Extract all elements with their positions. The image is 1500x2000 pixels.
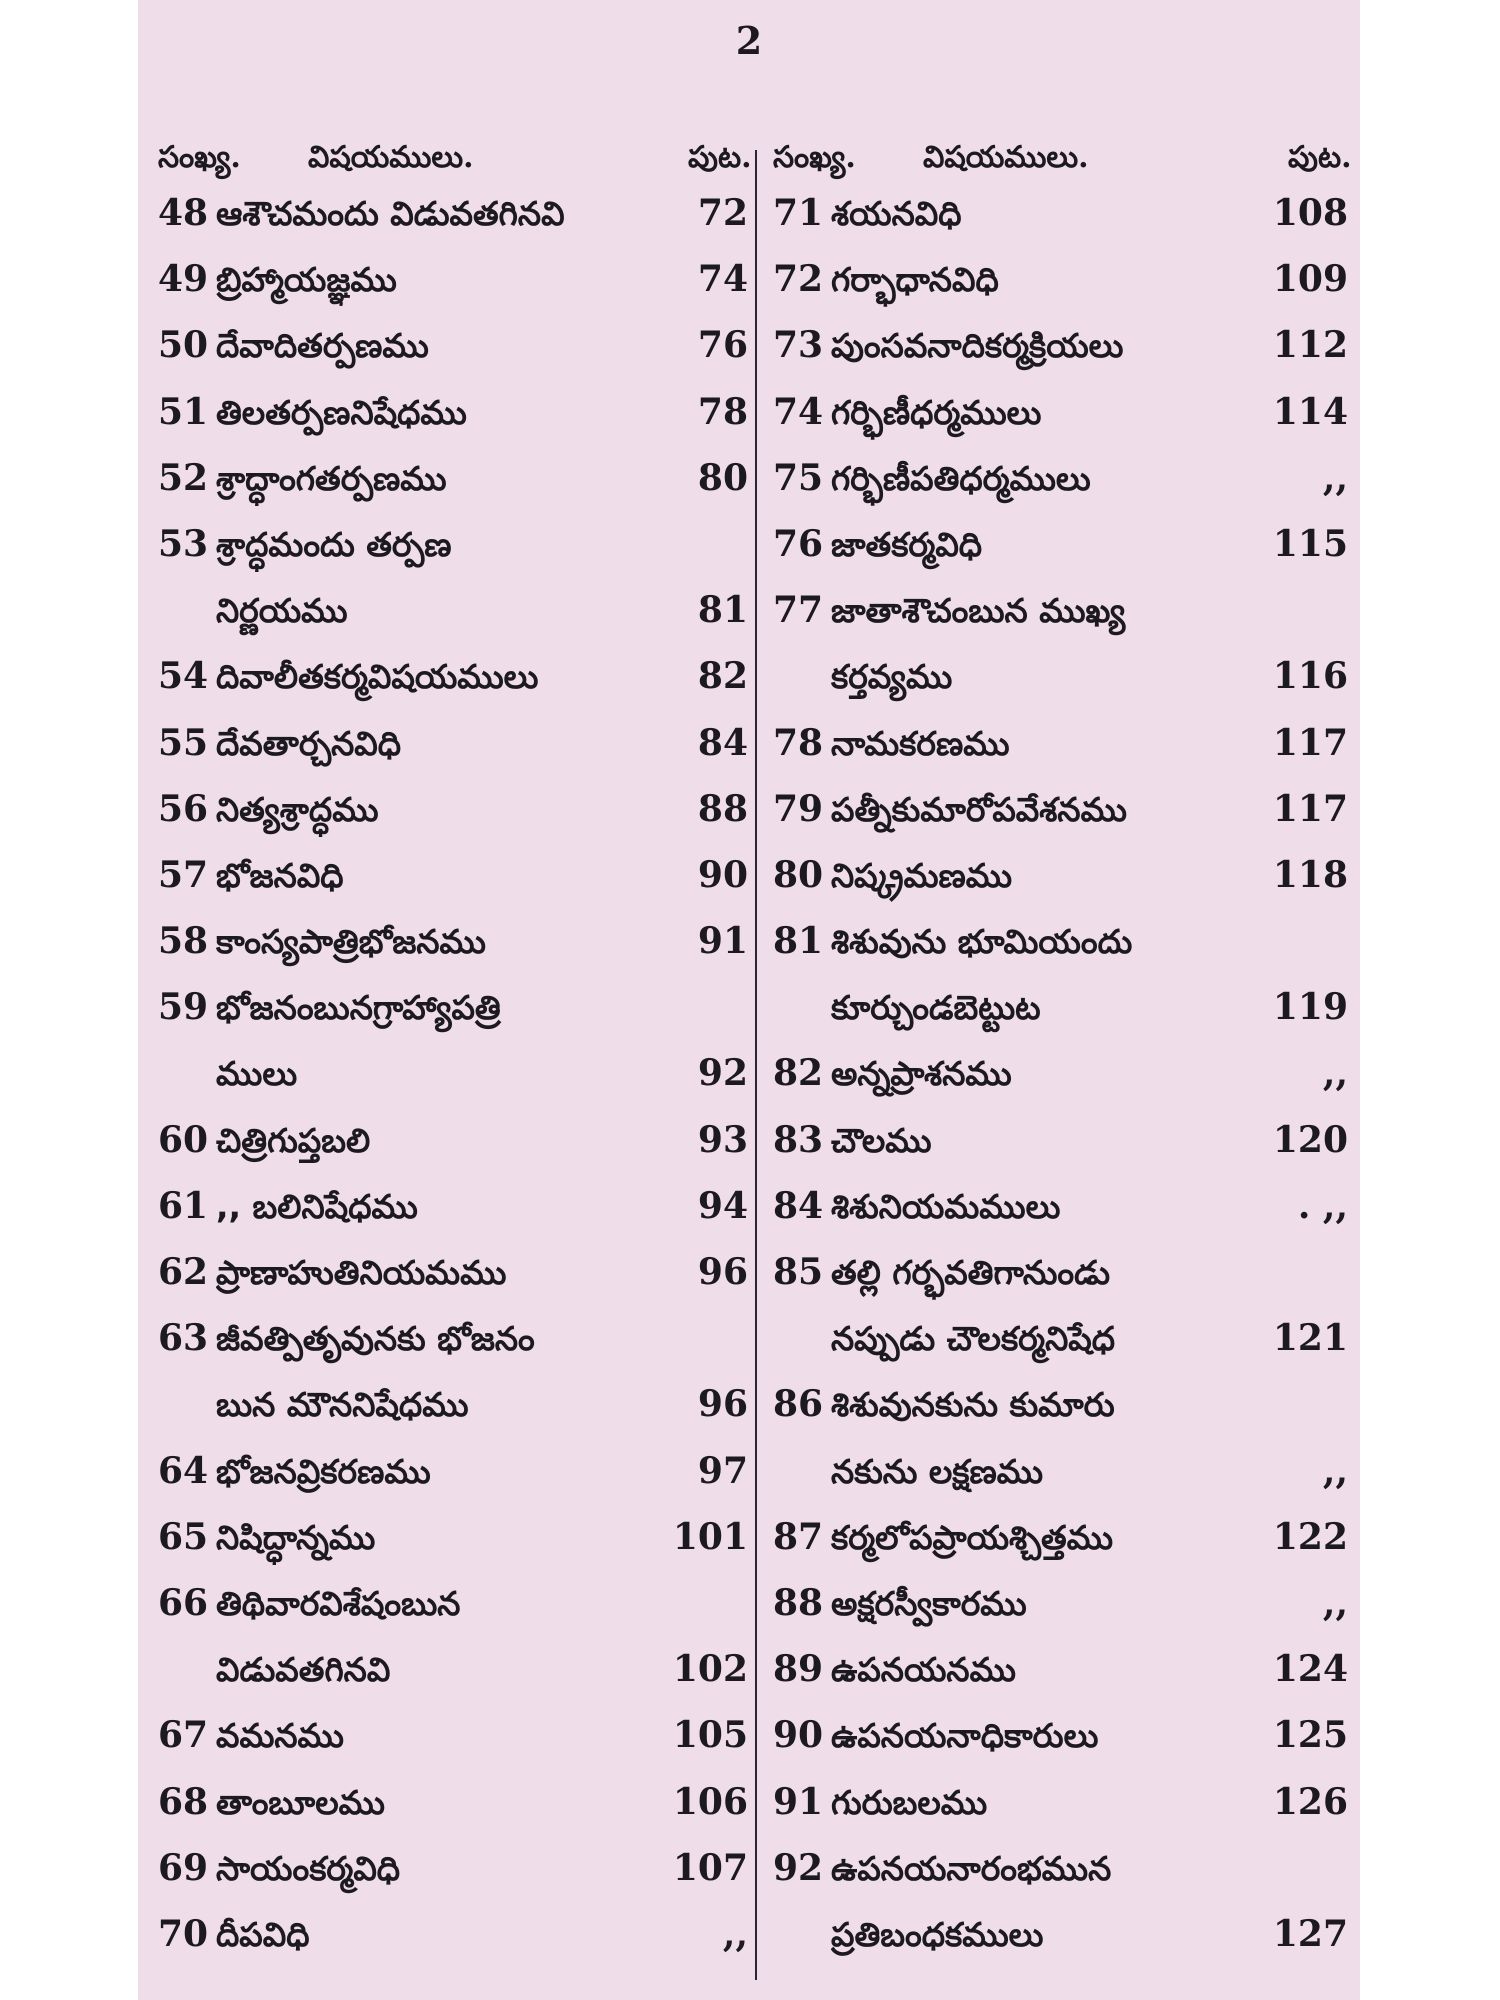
contents-row bbox=[773, 1450, 1348, 1516]
contents-row bbox=[158, 1714, 748, 1780]
entry-page: 112 bbox=[1272, 324, 1348, 367]
contents-row bbox=[158, 854, 748, 920]
contents-row bbox=[158, 1317, 748, 1383]
entry-number: 56 bbox=[158, 787, 209, 830]
entry-subject: బున మౌననిషేధము bbox=[216, 1385, 469, 1425]
contents-row bbox=[158, 655, 748, 721]
entry-number: 57 bbox=[158, 853, 209, 896]
entry-subject: ఉపనయనాధికారులు bbox=[831, 1716, 1099, 1756]
entry-number: 68 bbox=[158, 1780, 209, 1823]
entry-subject: నకును లక్షణము bbox=[831, 1451, 1044, 1491]
entry-number: 50 bbox=[158, 324, 209, 367]
contents-row bbox=[773, 788, 1348, 854]
entry-number: 82 bbox=[773, 1052, 824, 1095]
entry-subject: ,, బలినిషేధము bbox=[216, 1186, 418, 1226]
contents-row bbox=[773, 1847, 1348, 1913]
entry-subject: జాతకర్మవిధి bbox=[831, 524, 983, 564]
entry-subject: దేవతార్చనవిధి bbox=[216, 723, 402, 763]
entry-subject: జీవత్పితృవునకు భోజనం bbox=[216, 1319, 535, 1359]
contents-column-left bbox=[158, 140, 752, 1979]
entry-subject: శిశువును భూమియందు bbox=[831, 922, 1133, 962]
entry-page: 117 bbox=[1272, 787, 1348, 830]
entry-page: . ,, bbox=[1297, 1184, 1348, 1227]
contents-row bbox=[773, 1714, 1348, 1780]
contents-row bbox=[773, 457, 1348, 523]
entry-page: 101 bbox=[672, 1515, 748, 1558]
contents-row bbox=[158, 1450, 748, 1516]
entry-subject: పుంసవనాదికర్మక్రియలు bbox=[831, 326, 1124, 366]
contents-row bbox=[773, 1383, 1348, 1449]
entry-page: 74 bbox=[697, 258, 748, 301]
entry-number: 69 bbox=[158, 1846, 209, 1889]
entry-page: 114 bbox=[1272, 390, 1348, 433]
entry-subject: విడువతగినవి bbox=[216, 1650, 391, 1690]
header-number-label: సంఖ్య. bbox=[158, 140, 241, 175]
entry-subject: చౌలము bbox=[831, 1120, 932, 1160]
entry-subject: తిలతర్పణనిషేధము bbox=[216, 392, 467, 432]
contents-row bbox=[773, 722, 1348, 788]
entry-subject: ప్రతిబంధకములు bbox=[831, 1914, 1044, 1954]
entry-number: 51 bbox=[158, 390, 209, 433]
contents-row bbox=[158, 1582, 748, 1648]
entry-page: ,, bbox=[1322, 1581, 1348, 1624]
entry-number: 67 bbox=[158, 1714, 209, 1757]
entry-page: ,, bbox=[1322, 1449, 1348, 1492]
contents-row bbox=[773, 523, 1348, 589]
contents-row bbox=[773, 1516, 1348, 1582]
entry-subject: నిషిద్ధాన్నము bbox=[216, 1517, 376, 1557]
contents-row bbox=[158, 258, 748, 324]
entry-page: 117 bbox=[1272, 721, 1348, 764]
entry-number: 89 bbox=[773, 1648, 824, 1691]
entry-number: 58 bbox=[158, 920, 209, 963]
entry-page: 96 bbox=[697, 1383, 748, 1426]
entry-page: 119 bbox=[1272, 986, 1348, 1029]
entry-number: 49 bbox=[158, 258, 209, 301]
contents-row bbox=[158, 192, 748, 258]
entry-subject: ప్రాణాహుతినియమము bbox=[216, 1253, 507, 1292]
contents-row bbox=[773, 1648, 1348, 1714]
entry-number: 92 bbox=[773, 1846, 824, 1889]
entry-subject: తిథివారవిశేషంబున bbox=[216, 1583, 461, 1623]
entry-number: 78 bbox=[773, 721, 824, 764]
contents-row bbox=[158, 722, 748, 788]
contents-list-left bbox=[158, 192, 748, 1979]
entry-subject: నిర్ణయము bbox=[216, 591, 348, 631]
entry-subject: దివాలీతకర్మవిషయములు bbox=[216, 657, 539, 697]
entry-subject: శిశునియమములు bbox=[831, 1186, 1061, 1226]
entry-subject: భోజనంబునగ్రాహ్యాపత్రి bbox=[216, 988, 501, 1028]
entry-page: 76 bbox=[697, 324, 748, 367]
contents-row bbox=[158, 1648, 748, 1714]
entry-page: 81 bbox=[697, 589, 748, 632]
column-header bbox=[158, 140, 752, 192]
contents-row bbox=[158, 920, 748, 986]
entry-page: 124 bbox=[1272, 1648, 1348, 1691]
entry-subject: శ్రాద్ధాంగతర్పణము bbox=[216, 458, 447, 498]
entry-page: 115 bbox=[1272, 522, 1348, 565]
entry-number: 85 bbox=[773, 1251, 824, 1293]
contents-row bbox=[773, 324, 1348, 390]
contents-row bbox=[773, 1582, 1348, 1648]
entry-number: 55 bbox=[158, 721, 209, 764]
entry-subject: నామకరణము bbox=[831, 723, 1010, 763]
entry-page: 118 bbox=[1272, 853, 1348, 896]
entry-number: 70 bbox=[158, 1912, 209, 1955]
entry-page: ,, bbox=[1322, 1052, 1348, 1095]
header-page-label: పుట. bbox=[688, 140, 752, 175]
entry-subject: దేవాదితర్పణము bbox=[216, 326, 429, 366]
entry-number: 77 bbox=[773, 589, 824, 632]
entry-subject: నప్పుడు చౌలకర్మనిషేధ bbox=[831, 1319, 1116, 1359]
entry-page: 82 bbox=[697, 655, 748, 698]
page-number: 2 bbox=[735, 18, 763, 63]
entry-subject: గర్భిణీపతిధర్మములు bbox=[831, 458, 1091, 498]
entry-number: 80 bbox=[773, 853, 824, 896]
contents-row bbox=[773, 1052, 1348, 1118]
header-page-label: పుట. bbox=[1288, 140, 1352, 175]
contents-column-right bbox=[773, 140, 1352, 1979]
contents-row bbox=[158, 1185, 748, 1251]
entry-subject: అక్షరస్వీకారము bbox=[831, 1583, 1027, 1623]
entry-number: 64 bbox=[158, 1449, 209, 1492]
entry-page: 78 bbox=[697, 390, 748, 433]
entry-page: 92 bbox=[697, 1052, 748, 1095]
entry-number: 66 bbox=[158, 1581, 209, 1624]
entry-number: 73 bbox=[773, 324, 824, 367]
entry-page: 91 bbox=[697, 920, 748, 963]
entry-subject: వమనము bbox=[216, 1716, 344, 1756]
contents-row bbox=[773, 1781, 1348, 1847]
entry-subject: భోజనవ్రికరణము bbox=[216, 1451, 431, 1491]
entry-page: 121 bbox=[1272, 1317, 1348, 1360]
entry-page: 90 bbox=[697, 853, 748, 896]
entry-number: 60 bbox=[158, 1118, 209, 1161]
entry-page: 108 bbox=[1272, 192, 1348, 234]
entry-page: 106 bbox=[672, 1780, 748, 1823]
contents-row bbox=[158, 589, 748, 655]
entry-number: 54 bbox=[158, 655, 209, 698]
entry-page: 102 bbox=[672, 1648, 748, 1691]
entry-subject: తల్లి గర్భవతిగానుండు bbox=[831, 1253, 1110, 1292]
contents-row bbox=[773, 1119, 1348, 1185]
entry-subject: అన్నప్రాశనము bbox=[831, 1054, 1012, 1094]
header-subject-label: విషయములు. bbox=[308, 140, 474, 175]
entry-subject: ఉపనయనారంభమున bbox=[831, 1848, 1112, 1888]
contents-row bbox=[773, 655, 1348, 721]
entry-page: 122 bbox=[1272, 1515, 1348, 1558]
entry-subject: ఆశౌచమందు విడువతగినవి bbox=[216, 194, 565, 233]
entry-page: ,, bbox=[1322, 456, 1348, 499]
column-header bbox=[773, 140, 1352, 192]
entry-page: 107 bbox=[672, 1846, 748, 1889]
header-number-label: సంఖ్య. bbox=[773, 140, 856, 175]
entry-subject: శ్రాద్ధమందు తర్పణ bbox=[216, 524, 452, 564]
contents-row bbox=[773, 920, 1348, 986]
entry-subject: భోజనవిధి bbox=[216, 855, 344, 895]
contents-list-right bbox=[773, 192, 1348, 1979]
entry-page: ,, bbox=[722, 1912, 748, 1955]
entry-subject: కాంస్యపాత్రిభోజనము bbox=[216, 922, 486, 962]
entry-number: 87 bbox=[773, 1515, 824, 1558]
entry-subject: శయనవిధి bbox=[831, 194, 962, 233]
entry-number: 84 bbox=[773, 1184, 824, 1227]
entry-subject: జాతాశౌచంబున ముఖ్య bbox=[831, 591, 1126, 631]
entry-number: 52 bbox=[158, 456, 209, 499]
contents-row bbox=[158, 1781, 748, 1847]
contents-row bbox=[158, 523, 748, 589]
contents-row bbox=[158, 1913, 748, 1979]
contents-row bbox=[158, 324, 748, 390]
entry-number: 53 bbox=[158, 522, 209, 565]
entry-subject: ములు bbox=[216, 1054, 298, 1094]
entry-page: 127 bbox=[1272, 1912, 1348, 1955]
entry-page: 93 bbox=[697, 1118, 748, 1161]
contents-row bbox=[158, 1383, 748, 1449]
entry-page: 120 bbox=[1272, 1118, 1348, 1161]
entry-subject: బ్రిహ్మాయజ్ఞము bbox=[216, 260, 397, 300]
entry-number: 65 bbox=[158, 1515, 209, 1558]
entry-number: 76 bbox=[773, 522, 824, 565]
contents-row bbox=[158, 1516, 748, 1582]
entry-number: 61 bbox=[158, 1184, 209, 1227]
contents-row bbox=[773, 1185, 1348, 1251]
entry-subject: నిష్క్రమణము bbox=[831, 855, 1013, 895]
entry-subject: గర్భాధానవిధి bbox=[831, 260, 999, 300]
contents-row bbox=[773, 589, 1348, 655]
entry-number: 79 bbox=[773, 787, 824, 830]
book-page bbox=[138, 0, 1360, 2000]
entry-number: 88 bbox=[773, 1581, 824, 1624]
contents-row bbox=[158, 391, 748, 457]
entry-number: 91 bbox=[773, 1780, 824, 1823]
entry-number: 59 bbox=[158, 986, 209, 1029]
entry-number: 48 bbox=[158, 192, 209, 234]
entry-subject: కూర్చుండబెట్టుట bbox=[831, 988, 1041, 1028]
contents-row bbox=[158, 457, 748, 523]
contents-row bbox=[773, 854, 1348, 920]
contents-row bbox=[773, 1317, 1348, 1383]
contents-row bbox=[158, 986, 748, 1052]
entry-subject: శిశువునకును కుమారు bbox=[831, 1385, 1115, 1425]
header-subject-label: విషయములు. bbox=[923, 140, 1089, 175]
contents-row bbox=[158, 1847, 748, 1913]
entry-subject: ఉపనయనము bbox=[831, 1650, 1016, 1690]
entry-subject: కర్మలోపప్రాయశ్చిత్తము bbox=[831, 1517, 1114, 1557]
entry-page: 72 bbox=[697, 192, 748, 234]
entry-subject: పత్నీకుమారోపవేశనము bbox=[831, 789, 1127, 829]
entry-page: 125 bbox=[1272, 1714, 1348, 1757]
contents-row bbox=[773, 391, 1348, 457]
entry-number: 74 bbox=[773, 390, 824, 433]
contents-row bbox=[158, 788, 748, 854]
entry-page: 96 bbox=[697, 1251, 748, 1293]
entry-subject: దీపవిధి bbox=[216, 1914, 310, 1954]
entry-number: 83 bbox=[773, 1118, 824, 1161]
contents-row bbox=[773, 1251, 1348, 1317]
entry-number: 72 bbox=[773, 258, 824, 301]
entry-page: 109 bbox=[1272, 258, 1348, 301]
contents-row bbox=[773, 258, 1348, 324]
entry-page: 105 bbox=[672, 1714, 748, 1757]
entry-page: 88 bbox=[697, 787, 748, 830]
entry-number: 75 bbox=[773, 456, 824, 499]
entry-number: 81 bbox=[773, 920, 824, 963]
contents-row bbox=[773, 192, 1348, 258]
entry-subject: సాయంకర్మవిధి bbox=[216, 1848, 401, 1888]
contents-row bbox=[158, 1119, 748, 1185]
contents-row bbox=[773, 986, 1348, 1052]
entry-number: 90 bbox=[773, 1714, 824, 1757]
column-divider bbox=[755, 150, 757, 1980]
entry-subject: గర్భిణీధర్మములు bbox=[831, 392, 1042, 432]
entry-page: 116 bbox=[1272, 655, 1348, 698]
entry-subject: కర్తవ్యము bbox=[831, 657, 953, 697]
entry-page: 126 bbox=[1272, 1780, 1348, 1823]
entry-page: 94 bbox=[697, 1184, 748, 1227]
entry-number: 86 bbox=[773, 1383, 824, 1426]
entry-number: 71 bbox=[773, 192, 824, 234]
entry-subject: చిత్రిగుప్తబలి bbox=[216, 1120, 371, 1160]
entry-number: 63 bbox=[158, 1317, 209, 1360]
entry-subject: నిత్యశ్రాద్ధము bbox=[216, 789, 379, 829]
entry-page: 97 bbox=[697, 1449, 748, 1492]
contents-row bbox=[158, 1251, 748, 1317]
entry-page: 84 bbox=[697, 721, 748, 764]
entry-subject: తాంబూలము bbox=[216, 1782, 385, 1822]
entry-number: 62 bbox=[158, 1251, 209, 1293]
contents-row bbox=[158, 1052, 748, 1118]
contents-row bbox=[773, 1913, 1348, 1979]
entry-page: 80 bbox=[697, 456, 748, 499]
entry-subject: గురుబలము bbox=[831, 1782, 988, 1822]
